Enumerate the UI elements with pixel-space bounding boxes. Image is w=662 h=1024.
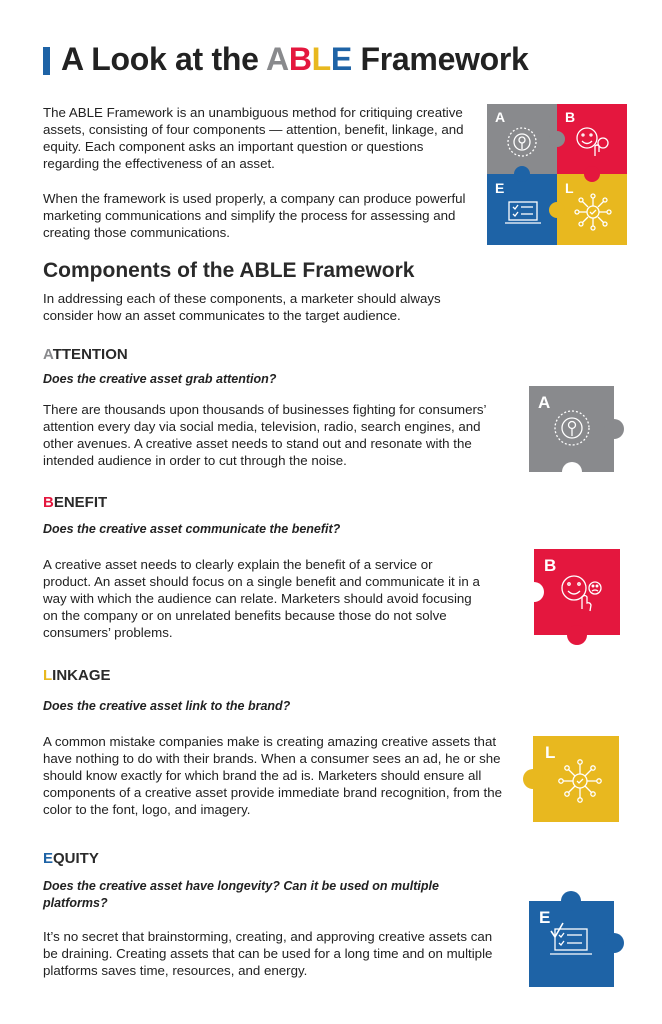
attention-body: There are thousands upon thousands of businesses fighting for consumers’ attention every day via social media, television, radio, search engines, and other avenues. A creative asset needs to stand out and resonate with the intended audience in order to cut through the noise. xyxy=(43,402,487,468)
equity-question: Does the creative asset have longevity? Can it be used on multiple platforms? xyxy=(43,879,439,910)
hero-label-e: E xyxy=(495,180,505,196)
hero-label-a: A xyxy=(495,109,506,125)
attention-puzzle-piece xyxy=(529,386,625,472)
linkage-body: A common mistake companies make is creating amazing creative assets that have nothing to do with their brands. When a consumer sees an ad, he or she should know exactly for which brand the ad is. Marketers should ensure all components of a creative asset provide immediate brand recognition, from the color to the font, logo, and imagery. xyxy=(43,734,502,817)
title-letter-b: B xyxy=(288,41,312,77)
attention-question: Does the creative asset grab attention? xyxy=(43,372,277,386)
hero-label-b: B xyxy=(565,109,576,125)
benefit-puzzle-piece xyxy=(524,549,620,635)
title-letter-e: E xyxy=(330,41,352,77)
equity-heading: EQUITY xyxy=(43,850,99,867)
page-title: A Look at the ABLE Framework xyxy=(61,41,529,77)
benefit-question: Does the creative asset communicate the benefit? xyxy=(43,522,341,536)
intro-paragraph-2: When the framework is used properly, a company can produce powerful marketing communications and simplify the process for assessing and creating those communications. xyxy=(43,191,466,240)
linkage-piece-label: L xyxy=(545,743,556,762)
benefit-body: A creative asset needs to clearly explain the benefit of a service or product. An asset should focus on a single benefit and communicate it in a way with which the audience can relate. Marketers should avoid focusing on the company or on unrelated benefits because those do not solve consumers’ problems. xyxy=(43,557,480,640)
equity-body: It’s no secret that brainstorming, creating, and approving creative assets can be draining. Creating assets that can be used for a long time and on multiple platforms saves time, resources, and energy. xyxy=(43,929,493,978)
equity-piece-label: E xyxy=(539,908,551,927)
linkage-puzzle-piece xyxy=(523,736,619,822)
equity-puzzle-piece xyxy=(529,891,625,987)
attention-heading: ATTENTION xyxy=(43,346,128,363)
benefit-heading: BENEFIT xyxy=(43,494,108,511)
able-puzzle-graphic xyxy=(487,104,627,245)
benefit-piece-label: B xyxy=(544,556,557,575)
hero-label-l: L xyxy=(565,180,574,196)
title-accent-bar xyxy=(43,47,50,75)
attention-piece-label: A xyxy=(538,393,551,412)
linkage-question: Does the creative asset link to the brand? xyxy=(43,699,291,713)
components-subtext: In addressing each of these components, a marketer should always consider how an asset communicates to the target audience. xyxy=(43,291,441,323)
linkage-heading: LINKAGE xyxy=(43,667,111,684)
components-heading: Components of the ABLE Framework xyxy=(43,259,415,282)
intro-paragraph-1: The ABLE Framework is an unambiguous method for critiquing creative assets, consisting of four components — attention, benefit, linkage, and equity. Each component asks an important question or questions regarding the effectiveness of an asset. xyxy=(43,105,464,171)
title-letter-a: A xyxy=(266,41,289,77)
title-letter-l: L xyxy=(311,41,331,77)
